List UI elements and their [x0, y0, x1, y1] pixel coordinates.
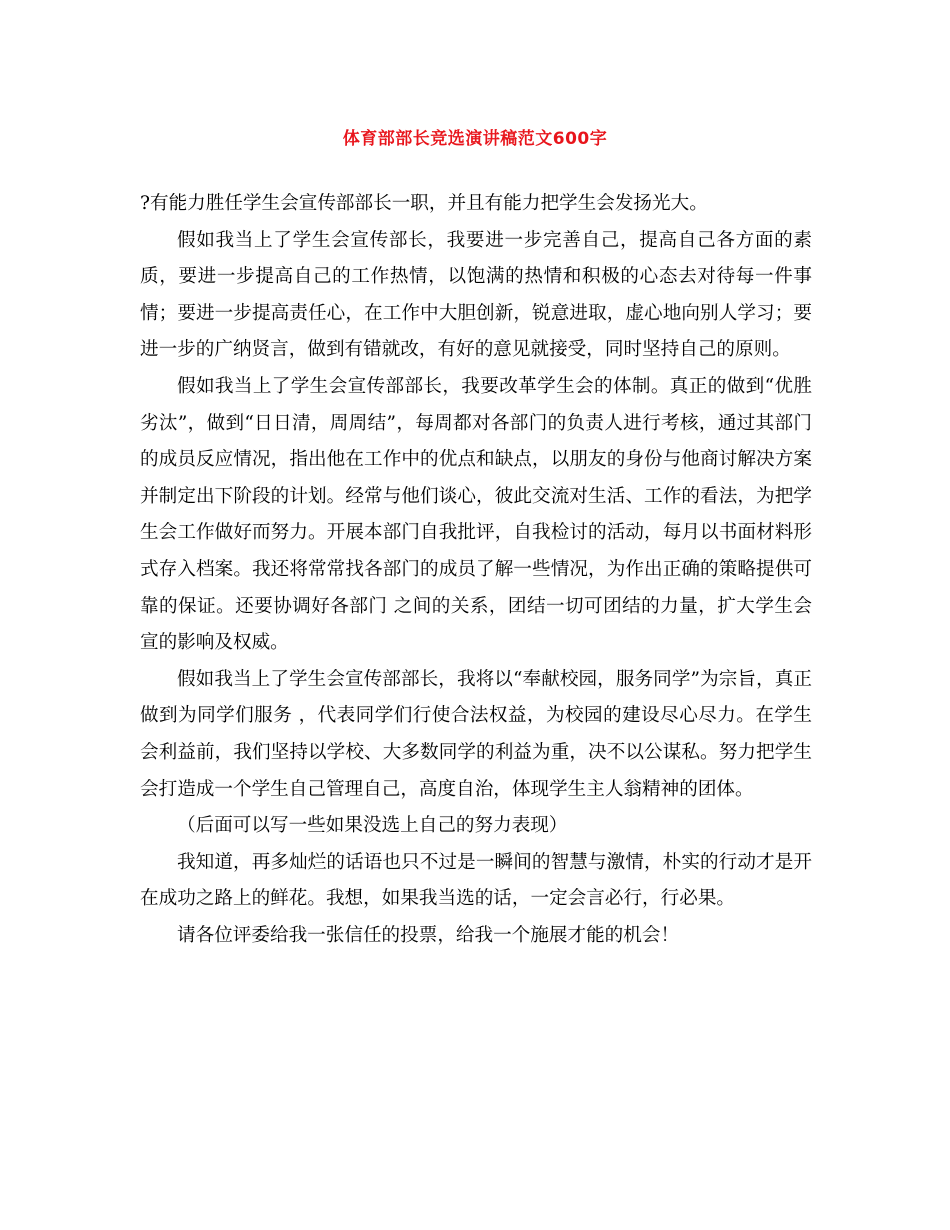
paragraph-5: （后面可以写一些如果没选上自己的努力表现） — [177, 815, 568, 837]
paragraph-7: 请各位评委给我一张信任的投票，给我一个施展才能的机会！ — [177, 924, 680, 946]
document-title: 体育部部长竞选演讲稿范文600字 — [342, 129, 608, 149]
paragraph-2: 假如我当上了学生会宣传部长，我要进一步完善自己，提高自己各方面的素质，要进一步提高自己的工作热情，以饱满的热情和积极的心态去对待每一件事情；要进一步提高责任心，在工作中大胆创新，锐意进取，虚心地向别人学习；要进一步的广纳贤言，做到有错就改，有好的意见就接受，同时坚持自己的原则。 — [140, 229, 812, 361]
paragraph-4: 假如我当上了学生会宣传部部长，我将以“奉献校园，服务同学”为宗旨，真正做到为同学们服务 ，代表同学们行使合法权益，为校园的建设尽心尽力。在学生会利益前，我们坚持以学校、大多数同学的利益为重，决不以公谋私。努力把学生会打造成一个学生自己管理自己，高度自治，体现学生主人翁精神的团体。 — [140, 668, 812, 800]
paragraph-6: 我知道，再多灿烂的话语也只不过是一瞬间的智慧与激情，朴实的行动才是开在成功之路上的鲜花。我想，如果我当选的话，一定会言必行，行必果。 — [140, 851, 812, 910]
paragraph-3: 假如我当上了学生会宣传部部长，我要改革学生会的体制。真正的做到“优胜劣汰”，做到“日日清，周周结”，每周都对各部门的负责人进行考核，通过其部门的成员反应情况，指出他在工作中的优点和缺点，以朋友的身份与他商讨解决方案并制定出下阶段的计划。经常与他们谈心，彼此交流对生活、工作的看法，为把学生会工作做好而努力。开展本部门自我批评，自我检讨的活动，每月以书面材料形式存入档案。我还将常常找各部门的成员了解一些情况，为作出正确的策略提供可靠的保证。还要协调好各部门 之间的关系，团结一切可团结的力量，扩大学生会宣的影响及权威。 — [140, 375, 812, 654]
document-body — [140, 186, 812, 954]
paragraph-1: ?有能力胜任学生会宣传部部长一职，并且有能力把学生会发扬光大。 — [140, 193, 708, 214]
